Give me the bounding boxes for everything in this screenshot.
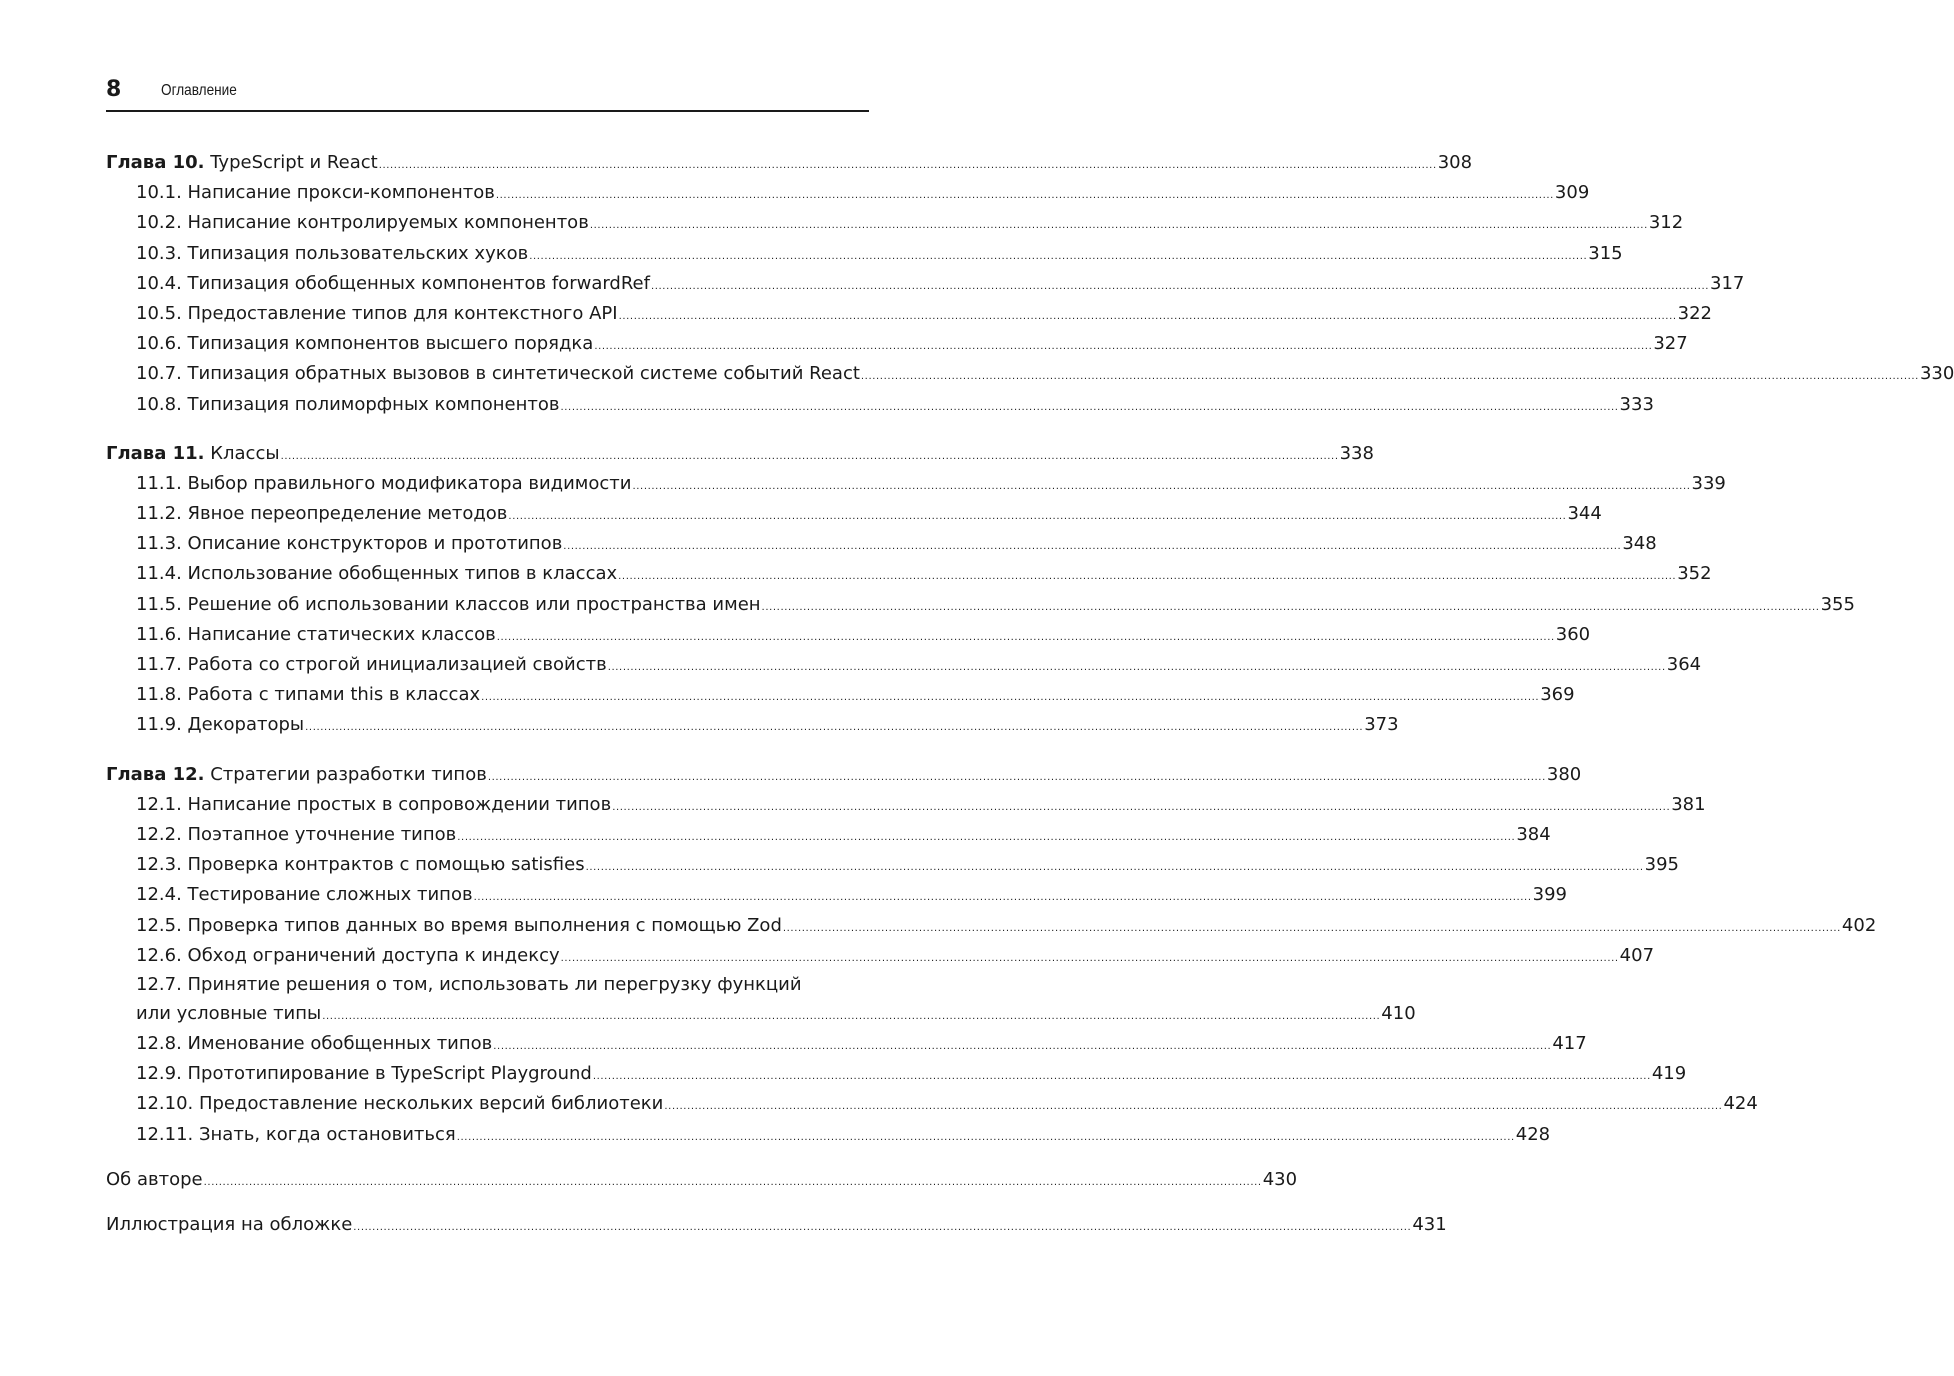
section-entry[interactable] bbox=[106, 680, 1575, 710]
section-label: 10.7. Типизация обратных вызовов в синтетической системе событий React bbox=[136, 363, 860, 385]
back-matter-entry[interactable] bbox=[106, 1165, 1298, 1195]
page-ref: 322 bbox=[1677, 302, 1712, 324]
section-entry[interactable] bbox=[106, 1120, 1551, 1150]
dot-leader bbox=[496, 178, 1554, 211]
section-label: 11.5. Решение об использовании классов или пространства имен bbox=[136, 593, 761, 615]
section-label: 11.9. Декораторы bbox=[136, 714, 305, 736]
dot-leader bbox=[204, 1165, 1262, 1198]
page-ref: 381 bbox=[1671, 793, 1706, 815]
dot-leader bbox=[457, 820, 1515, 853]
dot-leader bbox=[651, 269, 1709, 302]
dot-leader bbox=[474, 880, 1532, 913]
section-entry[interactable] bbox=[106, 178, 1590, 208]
section-label: 10.6. Типизация компонентов высшего порядка bbox=[136, 333, 594, 355]
dot-leader bbox=[353, 1210, 1411, 1243]
section-entry[interactable] bbox=[106, 880, 1567, 910]
dot-leader bbox=[593, 1059, 1651, 1092]
dot-leader bbox=[783, 911, 1841, 944]
chapter-prefix: Глава 11. bbox=[106, 442, 205, 464]
page-ref: 410 bbox=[1381, 1002, 1416, 1024]
section-label: 12.3. Проверка контрактов с помощью satisfies bbox=[136, 854, 585, 876]
chapter-entry[interactable] bbox=[106, 148, 1473, 178]
dot-leader bbox=[664, 1089, 1722, 1122]
section-label: 10.5. Предоставление типов для контекстного API bbox=[136, 302, 618, 324]
section-entry[interactable] bbox=[106, 1089, 1758, 1119]
page-ref: 424 bbox=[1723, 1093, 1758, 1115]
section-label: 11.8. Работа с типами this в классах bbox=[136, 684, 481, 706]
dot-leader bbox=[594, 329, 1652, 362]
section-label: 10.8. Типизация полиморфных компонентов bbox=[136, 393, 560, 415]
section-entry[interactable] bbox=[106, 650, 1702, 680]
page-ref: 317 bbox=[1710, 272, 1745, 294]
section-entry[interactable] bbox=[106, 590, 1855, 620]
section-entry[interactable] bbox=[106, 390, 1654, 420]
section-entry[interactable] bbox=[106, 559, 1712, 589]
section-label: 10.1. Написание прокси-компонентов bbox=[136, 182, 495, 204]
section-entry[interactable] bbox=[106, 239, 1623, 269]
section-label: 11.3. Описание конструкторов и прототипов bbox=[136, 533, 563, 555]
back-matter-entry[interactable] bbox=[106, 1210, 1447, 1240]
dot-leader bbox=[488, 760, 1546, 793]
section-entry[interactable] bbox=[106, 790, 1706, 820]
page-ref: 339 bbox=[1691, 472, 1726, 494]
page-ref: 312 bbox=[1648, 212, 1684, 234]
section-entry[interactable] bbox=[106, 529, 1657, 559]
page-ref: 395 bbox=[1644, 854, 1679, 876]
section-entry[interactable] bbox=[106, 299, 1712, 329]
page-ref: 380 bbox=[1546, 763, 1582, 785]
section-label: 11.1. Выбор правильного модификатора видимости bbox=[136, 472, 632, 494]
page-ref: 428 bbox=[1515, 1123, 1551, 1145]
dot-leader bbox=[457, 1120, 1515, 1153]
dot-leader bbox=[612, 790, 1670, 823]
page-ref: 417 bbox=[1552, 1033, 1587, 1055]
page-ref: 330 bbox=[1919, 363, 1954, 385]
entry-label: Об авторе bbox=[106, 1168, 203, 1190]
dot-leader bbox=[281, 439, 1339, 472]
page-ref: 309 bbox=[1554, 182, 1590, 204]
section-label: 12.11. Знать, когда остановиться bbox=[136, 1123, 456, 1145]
chapter-title: TypeScript и React bbox=[210, 152, 378, 173]
dot-leader bbox=[563, 529, 1621, 562]
chapter-prefix: Глава 10. bbox=[106, 152, 205, 173]
dot-leader bbox=[608, 650, 1666, 683]
section-label: 10.4. Типизация обобщенных компонентов forwardRef bbox=[136, 272, 650, 294]
page-ref: 399 bbox=[1532, 884, 1567, 906]
section-label: 12.4. Тестирование сложных типов bbox=[136, 884, 473, 906]
section-entry[interactable] bbox=[106, 208, 1684, 238]
section-label: 12.10. Предоставление нескольких версий библиотеки bbox=[136, 1093, 664, 1115]
dot-leader bbox=[561, 941, 1619, 974]
page-ref: 327 bbox=[1653, 333, 1688, 355]
section-entry[interactable] bbox=[106, 499, 1602, 529]
section-label: 12.9. Прототипирование в TypeScript Playground bbox=[136, 1063, 592, 1085]
dot-leader bbox=[618, 559, 1676, 592]
section-label: 11.2. Явное переопределение методов bbox=[136, 503, 508, 525]
section-label: 10.2. Написание контролируемых компонентов bbox=[136, 212, 589, 234]
page-ref: 369 bbox=[1540, 684, 1575, 706]
section-label: 10.3. Типизация пользовательских хуков bbox=[136, 242, 529, 264]
dot-leader bbox=[493, 1029, 1551, 1062]
chapter-title: Стратегии разработки типов bbox=[210, 763, 487, 785]
chapter-10 bbox=[106, 148, 1954, 420]
chapter-entry[interactable] bbox=[106, 439, 1374, 469]
page-header bbox=[106, 72, 869, 112]
section-label: 11.7. Работа со строгой инициализацией свойств bbox=[136, 654, 607, 675]
page-ref: 348 bbox=[1622, 533, 1657, 555]
dot-leader bbox=[762, 590, 1820, 623]
page-ref: 384 bbox=[1516, 823, 1551, 845]
page-ref: 315 bbox=[1588, 242, 1623, 264]
dot-leader bbox=[305, 710, 1363, 743]
section-label: 12.5. Проверка типов данных во время выполнения с помощью Zod bbox=[136, 914, 782, 936]
section-entry-multiline[interactable] bbox=[106, 971, 1416, 1029]
section-label: 11.6. Написание статических классов bbox=[136, 623, 496, 645]
page-number: 8 bbox=[106, 77, 122, 102]
page-ref: 352 bbox=[1677, 563, 1712, 585]
dot-leader bbox=[508, 499, 1566, 532]
dot-leader bbox=[481, 680, 1539, 713]
section-label: 12.1. Написание простых в сопровождении типов bbox=[136, 793, 612, 815]
section-entry[interactable] bbox=[106, 269, 1745, 299]
page-ref: 373 bbox=[1364, 714, 1399, 736]
section-entry[interactable] bbox=[106, 469, 1726, 499]
section-label-line2: или условные типы bbox=[136, 1002, 322, 1024]
section-label: 12.6. Обход ограничений доступа к индексу bbox=[136, 944, 560, 966]
chapter-title: Классы bbox=[210, 442, 280, 464]
section-entry[interactable] bbox=[106, 911, 1877, 941]
section-label: 11.4. Использование обобщенных типов в классах bbox=[136, 563, 618, 585]
page-ref: 431 bbox=[1412, 1214, 1447, 1235]
chapter-entry[interactable] bbox=[106, 760, 1582, 790]
section-entry[interactable] bbox=[106, 1029, 1587, 1059]
section-entry[interactable] bbox=[106, 941, 1655, 971]
table-of-contents bbox=[106, 148, 1954, 1240]
page-ref: 360 bbox=[1555, 623, 1591, 645]
page-ref: 333 bbox=[1619, 393, 1654, 415]
dot-leader bbox=[590, 208, 1648, 241]
section-entry[interactable] bbox=[106, 820, 1551, 850]
chapter-11 bbox=[106, 439, 1855, 741]
dot-leader bbox=[619, 299, 1677, 332]
page-ref: 419 bbox=[1651, 1063, 1687, 1085]
section-entry[interactable] bbox=[106, 710, 1399, 740]
section-label-line1: 12.7. Принятие решения о том, использовать ли перегрузку функций bbox=[136, 973, 802, 995]
section-entry[interactable] bbox=[106, 329, 1688, 359]
dot-leader bbox=[322, 999, 1380, 1032]
page-ref: 430 bbox=[1262, 1168, 1298, 1190]
dot-leader bbox=[529, 239, 1587, 272]
page-ref: 344 bbox=[1567, 503, 1602, 525]
dot-leader bbox=[632, 469, 1690, 502]
page-ref: 402 bbox=[1841, 914, 1877, 936]
dot-leader bbox=[561, 390, 1619, 423]
chapter-12 bbox=[106, 760, 1877, 1150]
section-entry[interactable] bbox=[106, 620, 1591, 650]
dot-leader bbox=[586, 850, 1644, 883]
section-entry[interactable] bbox=[106, 359, 1954, 389]
page-ref: 338 bbox=[1339, 442, 1374, 464]
dot-leader bbox=[497, 620, 1555, 653]
entry-label: Иллюстрация на обложке bbox=[106, 1214, 353, 1235]
page-ref: 355 bbox=[1820, 593, 1855, 615]
chapter-prefix: Глава 12. bbox=[106, 763, 205, 785]
page-ref: 407 bbox=[1619, 944, 1655, 966]
running-title: Оглавление bbox=[161, 82, 237, 99]
dot-leader bbox=[379, 148, 1437, 181]
page-ref: 364 bbox=[1666, 654, 1702, 675]
dot-leader bbox=[861, 359, 1919, 392]
page-ref: 308 bbox=[1437, 152, 1473, 173]
section-label: 12.2. Поэтапное уточнение типов bbox=[136, 823, 457, 845]
section-label: 12.8. Именование обобщенных типов bbox=[136, 1033, 493, 1055]
section-entry[interactable] bbox=[106, 850, 1679, 880]
section-entry[interactable] bbox=[106, 1059, 1687, 1089]
